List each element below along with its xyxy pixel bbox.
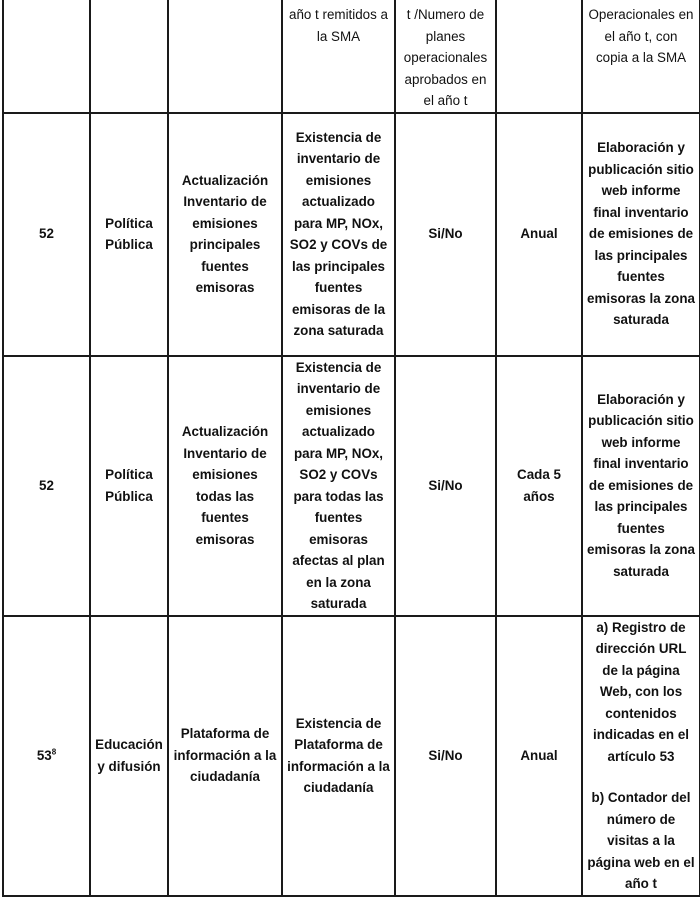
cell-verification: [582, 616, 700, 896]
table-row: [3, 113, 700, 356]
cell-verification: Elaboración y publicación sitio web informe final inventario de emisiones de las principales fuentes emisoras la zona saturada: [582, 113, 700, 356]
table-row: [3, 356, 700, 616]
cell-formula-continued: [395, 0, 496, 113]
cell-type-empty: [90, 0, 168, 113]
table-row-continuation: [3, 0, 700, 113]
formula-continued-text: t /Numero de planes operacionales aprobados en el año t: [403, 7, 488, 108]
cell-indicator: Existencia de inventario de emisiones actualizado para MP, NOx, SO2 y COVs de las principales fuentes emisoras de la zona saturada: [282, 113, 395, 356]
cell-frequency: Anual: [496, 113, 582, 356]
footnote-marker: 8: [51, 747, 57, 757]
cell-verification: Elaboración y publicación sitio web informe final inventario de emisiones de las principales fuentes emisoras la zona saturada: [582, 356, 700, 616]
cell-frequency: Cada 5 años: [496, 356, 582, 616]
cell-type: Política Pública: [90, 356, 168, 616]
cell-frequency-empty: [496, 0, 582, 113]
cell-verification-continued: [582, 0, 700, 113]
cell-measure: Actualización Inventario de emisiones todas las fuentes emisoras: [168, 356, 282, 616]
verification-spacer: [587, 767, 695, 787]
cell-indicator-continued: [282, 0, 395, 113]
cell-formula: Si/No: [395, 113, 496, 356]
cell-article: $53^8$: [3, 616, 90, 896]
cell-measure-empty: [168, 0, 282, 113]
cell-formula: Si/No: [395, 616, 496, 896]
table-row: [3, 616, 700, 896]
cell-article: 52: [3, 356, 90, 616]
cell-frequency: Anual: [496, 616, 582, 896]
cell-article: 52: [3, 113, 90, 356]
indicator-table: [2, 0, 700, 897]
verification-item-a: a) Registro de dirección URL de la página Web, con los contenidos indicadas en el artículo 53: [592, 619, 689, 764]
cell-indicator: Existencia de inventario de emisiones actualizado para MP, NOx, SO2 y COVs para todas las fuentes emisoras afectas al plan en la zona saturada: [282, 356, 395, 616]
cell-indicator: Existencia de Plataforma de información a la ciudadanía: [282, 616, 395, 896]
verification-continued-text: Operacionales en el año t, con copia a la SMA: [588, 7, 694, 65]
cell-type: Educación y difusión: [90, 616, 168, 896]
indicator-continued-text: año t remitidos a la SMA: [289, 7, 388, 44]
cell-measure: Plataforma de información a la ciudadanía: [168, 616, 282, 896]
verification-item-b: b) Contador del número de visitas a la página web en el año t: [587, 790, 695, 891]
cell-type: Política Pública: [90, 113, 168, 356]
cell-formula: Si/No: [395, 356, 496, 616]
cell-article-empty: [3, 0, 90, 113]
cell-measure: Actualización Inventario de emisiones principales fuentes emisoras: [168, 113, 282, 356]
